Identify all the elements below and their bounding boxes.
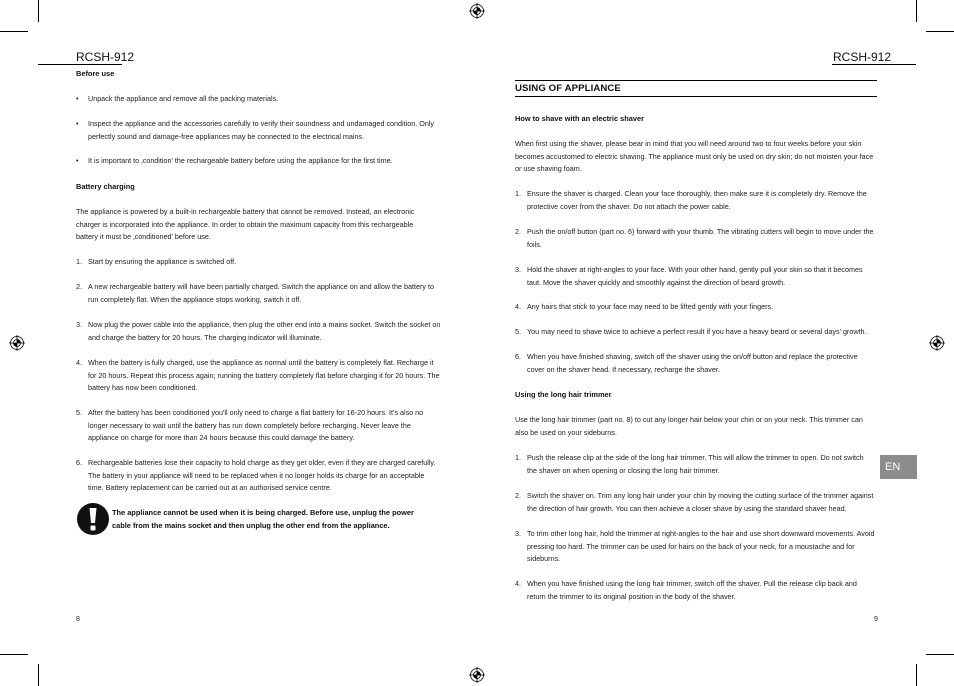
section-rule xyxy=(515,80,877,81)
step-number: 3. xyxy=(515,529,521,538)
bullet-marker: • xyxy=(76,156,79,165)
step-number: 5. xyxy=(76,408,82,417)
crop-mark xyxy=(38,664,39,686)
registration-mark-icon xyxy=(929,335,945,351)
step-text: To trim other long hair, hold the trimmer at right-angles to the hair and use short downward movements. Avoid pressing too hard. The trimmer can be used for hairs on the back of your neck, for a moustache and for sideburns. xyxy=(527,529,875,564)
step-text: When the battery is fully charged, use the appliance as normal until the battery is completely flat. Recharge it for 20 hours. Repeat this process again; running the battery completely flat before charging it for 20 hours. The battery has now been conditioned. xyxy=(88,358,440,393)
page-number: 9 xyxy=(874,616,878,623)
step-text: Ensure the shaver is charged. Clean your face thoroughly, then make sure it is completely dry. Remove the protective cover from the shaver. Do not attach the power cable. xyxy=(527,189,867,211)
step-text: When you have finished using the long hair trimmer, switch off the shaver. Pull the release clip back and return the trimmer to its original position in the body of the shaver. xyxy=(527,579,857,601)
step-number: 3. xyxy=(76,320,82,329)
header-rule xyxy=(38,64,122,65)
model-number: RCSH-912 xyxy=(76,50,135,64)
step-text: Switch the shaver on. Trim any long hair under your chin by moving the cutting surface of the trimmer against the direction of hair growth. You can then achieve a closer shave by using the standard shaver head. xyxy=(527,491,874,513)
step-number: 4. xyxy=(515,579,521,588)
header-rule xyxy=(832,64,916,65)
step-number: 2. xyxy=(515,491,521,500)
step-text: After the battery has been conditioned you'll only need to charge a flat battery for 16-20 hours. It's also no longer necessary to wait until the battery has run down completely before recharging. Never leave the appliance on charge for more than 24 hours because this could damage the battery. xyxy=(88,408,424,443)
before-use-heading: Before use xyxy=(76,69,115,78)
language-tab: EN xyxy=(880,455,917,479)
crop-mark xyxy=(0,31,28,32)
shaver-heading: How to shave with an electric shaver xyxy=(515,114,644,123)
registration-mark-icon xyxy=(469,667,485,683)
bullet-marker: • xyxy=(76,119,79,128)
crop-mark xyxy=(916,664,917,686)
crop-mark xyxy=(0,654,28,655)
crop-mark xyxy=(38,0,39,22)
registration-mark-icon xyxy=(9,335,25,351)
model-number: RCSH-912 xyxy=(833,50,892,64)
step-number: 4. xyxy=(76,358,82,367)
step-text: When you have finished shaving, switch off the shaver using the on/off button and replace the protective cover on the shaver head. If necessary, recharge the shaver. xyxy=(527,352,858,374)
step-number: 1. xyxy=(76,257,82,266)
crop-mark xyxy=(916,0,917,22)
step-number: 4. xyxy=(515,302,521,311)
crop-mark xyxy=(926,31,954,32)
step-number: 5. xyxy=(515,327,521,336)
step-number: 6. xyxy=(76,458,82,467)
step-text: Any hairs that stick to your face may need to be lifted gently with your fingers. xyxy=(527,302,774,311)
step-number: 2. xyxy=(515,227,521,236)
crop-mark xyxy=(926,654,954,655)
bullet-marker: • xyxy=(76,94,79,103)
trimmer-intro: Use the long hair trimmer (part no. 8) to cut any longer hair below your chin or on your neck. This trimmer can also be used on your sideburns. xyxy=(515,415,863,437)
bullet-text: It is important to ‚condition' the rechargeable battery before using the appliance for the first time. xyxy=(88,156,393,165)
step-number: 3. xyxy=(515,265,521,274)
battery-heading: Battery charging xyxy=(76,182,135,191)
step-number: 6. xyxy=(515,352,521,361)
step-text: You may need to shave twice to achieve a perfect result if you have a heavy beard or several days' growth. xyxy=(527,327,867,336)
step-number: 1. xyxy=(515,189,521,198)
battery-intro: The appliance is powered by a built-in rechargeable battery that cannot be removed. Instead, an electronic charger is incorporated into the appliance. In order to obtain the maximum capacity from this rechargeable battery it must be ‚conditioned' before use. xyxy=(76,207,415,242)
registration-mark-icon xyxy=(469,3,485,19)
step-text: A new rechargeable battery will have been partially charged. Switch the appliance on and allow the battery to run completely flat. When the appliance stops working, switch it off. xyxy=(88,282,435,304)
page-number: 8 xyxy=(76,616,80,623)
exclamation-warning-icon xyxy=(76,502,110,536)
step-text: Push the on/off button (part no. 6) forward with your thumb. The vibrating cutters will begin to move under the foils. xyxy=(527,227,874,249)
shaver-intro: When first using the shaver, please bear in mind that you will need around two to four weeks before your skin becomes accustomed to electric shaving. The appliance must only be used on dry skin; do not moisten your face or use shaving foam. xyxy=(515,139,874,174)
step-number: 2. xyxy=(76,282,82,291)
step-text: Rechargeable batteries lose their capacity to hold charge as they get older, even if they are charged carefully. The battery in your appliance will need to be replaced when it no longer holds its charge for an acceptable time. Battery replacement can be carried out at an authorised service centre. xyxy=(88,458,436,493)
section-rule xyxy=(515,96,877,97)
step-text: Hold the shaver at right-angles to your face. With your other hand, gently pull your skin so that it becomes taut. Move the shaver quickly and smoothly against the direction of beard growth. xyxy=(527,265,863,287)
section-title: USING OF APPLIANCE xyxy=(515,83,621,94)
bullet-text: Unpack the appliance and remove all the packing materials. xyxy=(88,94,279,103)
step-text: Start by ensuring the appliance is switched off. xyxy=(88,257,237,266)
step-text: Push the release clip at the side of the long hair trimmer. This will allow the trimmer to open. Do not switch the shaver on when opening or closing the long hair trimmer. xyxy=(527,453,864,475)
step-text: Now plug the power cable into the appliance, then plug the other end into a mains socket. Switch the socket on and charge the battery for 20 hours. The charging indicator will illuminate. xyxy=(88,320,441,342)
trimmer-heading: Using the long hair trimmer xyxy=(515,390,612,399)
bullet-text: Inspect the appliance and the accessories carefully to verify their soundness and undamaged condition. Only perfectly sound and damage-free appliances may be connected to the electrical mains. xyxy=(88,119,435,141)
warning-text: The appliance cannot be used when it is being charged. Before use, unplug the power cable from the mains socket and then unplug the other end from the appliance. xyxy=(112,508,414,530)
step-number: 1. xyxy=(515,453,521,462)
